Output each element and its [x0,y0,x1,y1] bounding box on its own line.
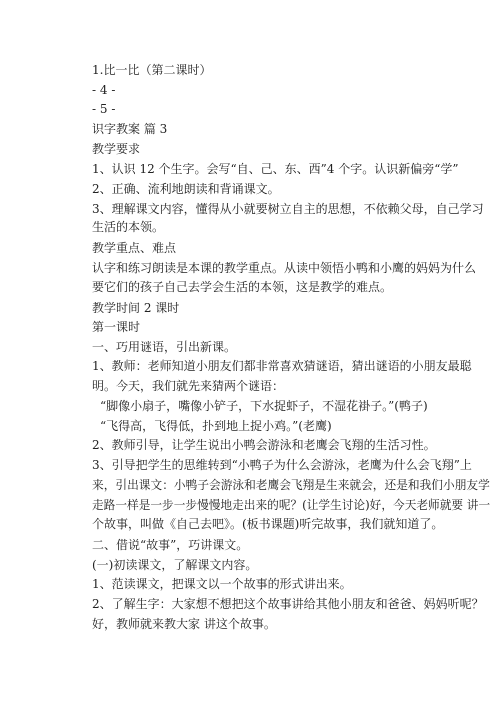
riddle-line [100,398,500,414]
paragraph-line [92,477,500,493]
paragraph-line [92,378,500,394]
text: 教学重点、难点 [92,241,177,255]
paragraph-line [92,279,500,295]
text: “飞得高，飞得低，扑到地上捉小鸡。”(老鹰) [100,419,332,433]
text: 二、借说“故事”，巧讲课文。 [92,538,249,552]
paragraph-line [92,358,500,374]
paragraph-line [92,437,500,453]
section-heading [92,121,500,137]
lesson-title-line [92,62,500,78]
text: 3、引导把学生的思维转到“小鸭子为什么会游泳，老鹰为什么会飞翔”上 [92,458,472,472]
text: 要它们的孩子自己去学会生活的本领，这是教学的难点。 [92,280,393,294]
text: 认字和练习朗读是本课的教学重点。从读中领悟小鸭和小鹰的妈妈为什么 [92,261,477,275]
text: 1、认识 12 个生字。会写“自、己、东、西”4 个字。认识新偏旁“学” [92,162,459,176]
text: 个故事，叫做《自己去吧》。(板书课题)听完故事，我们就知道了。 [92,517,444,531]
paragraph-line [92,201,500,217]
heading-key-points [92,240,500,256]
text: 2、教师引导，让学生说出小鸭会游泳和老鹰会飞翔的生活习性。 [92,438,436,452]
text: 一、巧用谜语，引出新课。 [92,340,237,354]
paragraph-line [92,576,500,592]
paragraph-line [92,161,500,177]
paragraph-line [92,219,500,235]
heading-teaching-requirements [92,141,500,157]
page-number-4 [92,82,500,98]
text: 3、理解课文内容，懂得从小就要树立自主的思想，不依赖父母，自己学习 [92,202,484,216]
paragraph-line [92,181,500,197]
paragraph-line [92,497,500,513]
paragraph-line [92,616,500,632]
paragraph-line [92,557,500,573]
text: 1、教师：老师知道小朋友们都非常喜欢猜谜语，猜出谜语的小朋友最聪 [92,359,472,373]
heading-first-period [92,319,500,335]
page-number-5 [92,101,500,117]
text: 1、范读课文，把课文以一个故事的形式讲出来。 [92,577,352,591]
text: “脚像小扇子，嘴像小铲子，下水捉虾子，不湿花褂子。”(鸭子) [100,399,428,413]
text: 教学时间 2 课时 [92,301,180,315]
text: 生活的本领。 [92,220,165,234]
text: 明。今天，我们就先来猜两个谜语： [92,379,285,393]
paragraph-line [92,596,500,612]
text: 1.比一比（第二课时） [92,63,212,77]
text: 识字教案 篇 3 [92,122,168,136]
heading-teaching-time [92,300,500,316]
text: 走路一样是一步一步慢慢地走出来的呢？(让学生讨论)好，今天老师就要 讲一 [92,498,491,512]
paragraph-line [92,537,500,553]
text: - 4 - [92,83,116,97]
text: 来，引出课文：小鸭子会游泳和老鹰会飞翔是生来就会，还是和我们小朋友学 [92,478,490,492]
text: 第一课时 [92,320,141,334]
text: 2、了解生字：大家想不想把这个故事讲给其他小朋友和爸爸、妈妈听呢？ [92,597,484,611]
paragraph-line [92,516,500,532]
text: 好，教师就来教大家 讲这个故事。 [92,617,276,631]
paragraph-line [92,457,500,473]
text: (一)初读课文，了解课文内容。 [92,558,258,572]
text: - 5 - [92,102,116,116]
paragraph-line [92,339,500,355]
text: 教学要求 [92,142,141,156]
paragraph-line [92,260,500,276]
riddle-line [100,418,500,434]
text: 2、正确、流利地朗读和背诵课文。 [92,182,280,196]
